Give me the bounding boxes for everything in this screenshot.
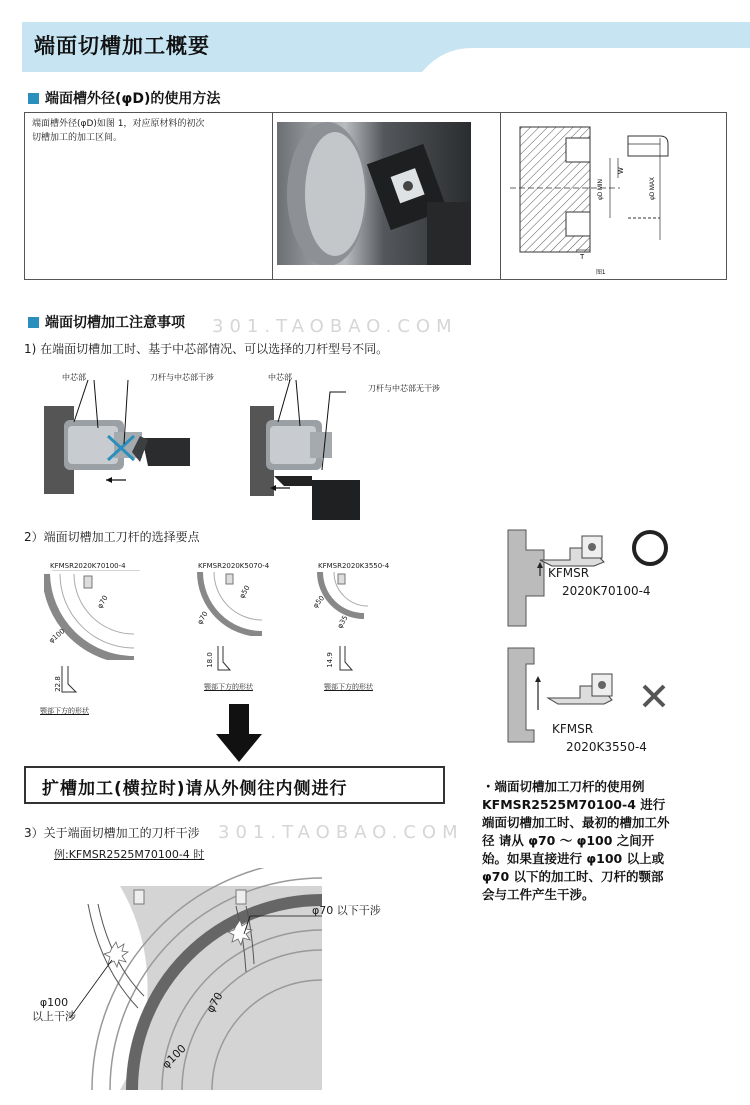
section1-heading-text: 端面槽外径(φD)的使用方法	[45, 91, 221, 107]
square-bullet-icon	[28, 317, 39, 328]
section1-heading	[28, 88, 220, 108]
usage-title: ・端面切槽加工刀杆的使用例	[482, 779, 645, 794]
usage-line: 端面切槽加工时、最初的槽加工外	[482, 815, 670, 830]
tool3-name: KFMSR2020K3550-4	[318, 562, 390, 570]
watermark: 301.TAOBAO.COM	[218, 822, 464, 843]
box-divider	[272, 113, 273, 279]
interference-diagram	[60, 868, 322, 1090]
tool2-jaw-label: 颚部下方的形状	[204, 683, 253, 691]
d70-note: φ70 以下干涉	[312, 904, 381, 917]
tool2-jaw-shape	[214, 646, 234, 674]
tool-label-line: 2020K3550-4	[566, 740, 647, 754]
incorrect-tool-label	[552, 720, 647, 756]
tool1-jaw-label: 颚部下方的形状	[40, 707, 89, 715]
page-title: 端面切槽加工概要	[34, 34, 210, 58]
usage-line: φ70 以下的加工时、刀杆的颚部	[482, 869, 664, 884]
tool-label-line: 2020K70100-4	[562, 584, 651, 598]
interference-label: 刀杆与中芯部干涉	[150, 373, 214, 382]
tool3-jaw-shape	[336, 646, 356, 674]
arc-d70-label: φ70	[203, 990, 226, 1015]
usage-line: KFMSR2525M70100-4 进行	[482, 797, 666, 812]
usage-line: 径 请从 φ70 ～ φ100 之间开	[482, 833, 655, 848]
no-interference-label: 刀杆与中芯部无干涉	[368, 384, 440, 393]
dim-w: W	[618, 167, 625, 174]
desc-line: 端面槽外径(φD)如图 1，对应原材料的初次	[32, 119, 205, 129]
item1-text: 1) 在端面切槽加工时、基于中芯部情况、可以选择的刀杆型号不同。	[24, 342, 389, 356]
tool2-d2: φ70	[195, 610, 210, 626]
tool1-name: KFMSR2020K70100-4	[50, 562, 126, 570]
arc-d100-label: φ100	[159, 1041, 189, 1072]
usage-line: 会与工件产生干涉。	[482, 887, 595, 902]
tool1-d1: φ70	[95, 594, 110, 610]
tool2-name: KFMSR2020K5070-4	[198, 562, 270, 570]
section1-description	[32, 117, 262, 145]
dim-dmax: φD MAX	[650, 177, 656, 200]
usage-line: 始。如果直接进行 φ100 以上或	[482, 851, 665, 866]
dim-dmin: φD MIN	[598, 179, 604, 200]
photo-no-interference	[250, 380, 360, 526]
photo-interference	[44, 380, 190, 496]
tool1-height: 22.8	[53, 676, 62, 692]
desc-line: 切槽加工的加工区间。	[32, 133, 123, 143]
tool3-jaw-label: 颚部下方的形状	[324, 683, 373, 691]
tool3-d1: φ50	[311, 594, 327, 610]
square-bullet-icon	[28, 93, 39, 104]
down-arrow-icon	[216, 704, 262, 762]
tool1-diagram	[44, 570, 140, 660]
figure-caption: 图1	[596, 270, 606, 276]
core-label-left: 中芯部	[62, 373, 86, 382]
dim-t: T	[580, 254, 585, 261]
tool-label-line: KFMSR	[552, 722, 594, 736]
usage-example	[482, 778, 714, 904]
callout-text: 扩槽加工(横拉时)请从外侧往内侧进行	[42, 779, 348, 799]
box-divider	[500, 113, 501, 279]
tool1-d2: φ100	[47, 627, 67, 645]
tool3-diagram	[316, 572, 396, 636]
example-label: 例:KFMSR2525M70100-4 时	[54, 848, 205, 861]
tool3-height: 14.9	[325, 652, 334, 668]
tool2-d1: φ50	[237, 584, 252, 600]
section2-heading-text: 端面切槽加工注意事项	[45, 315, 185, 331]
tool2-height: 18.0	[205, 652, 214, 668]
section2-heading	[28, 312, 185, 332]
tool3-d2: φ35	[335, 614, 350, 630]
figure1-diagram	[510, 122, 720, 280]
tool2-diagram	[196, 572, 276, 636]
watermark: 301.TAOBAO.COM	[212, 316, 458, 337]
d100-note-line: φ100	[39, 996, 69, 1009]
d100-note	[32, 996, 76, 1024]
groove-direction-callout	[24, 766, 445, 804]
core-label-right: 中芯部	[268, 373, 292, 382]
d100-note-line: 以上干涉	[32, 1010, 76, 1023]
item3-text: 3）关于端面切槽加工的刀杆干涉	[24, 826, 200, 840]
tool-label-line: KFMSR	[548, 566, 590, 580]
tool1-jaw-shape	[58, 666, 80, 696]
correct-tool-label	[548, 564, 651, 600]
grooving-photo	[277, 122, 471, 265]
item2-text: 2）端面切槽加工刀杆的选择要点	[24, 530, 200, 544]
